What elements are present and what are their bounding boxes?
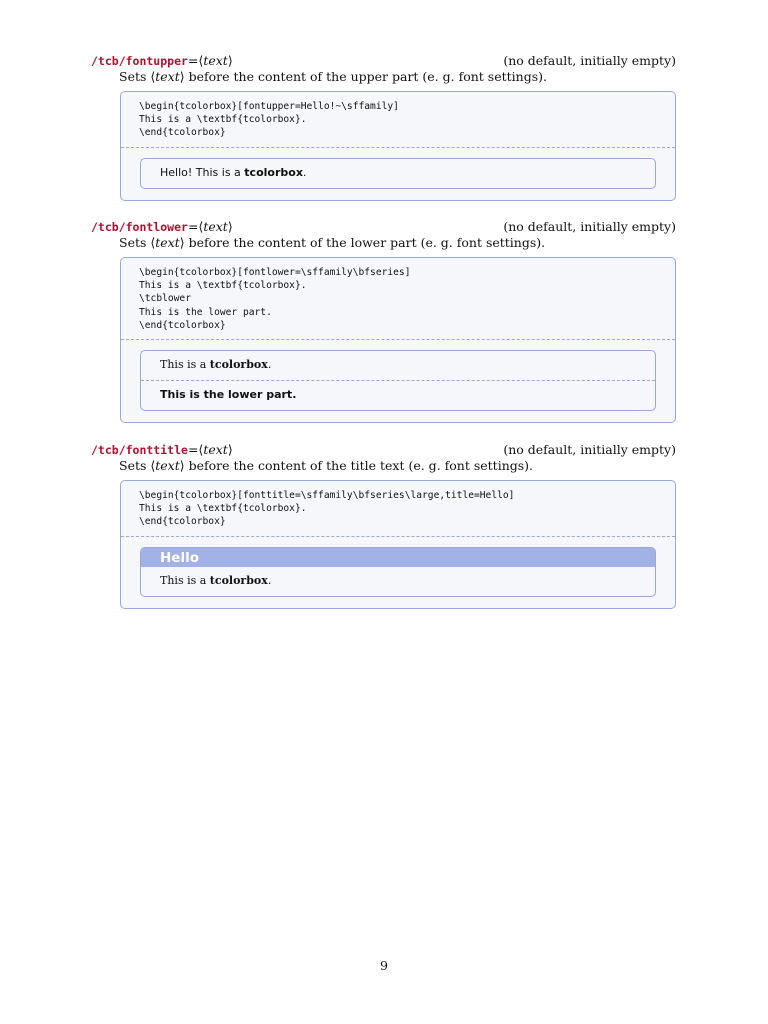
demo-tcolorbox bbox=[140, 547, 656, 597]
key-description: Sets ⟨text⟩ before the content of the upper part (e. g. font settings). bbox=[119, 69, 547, 84]
example-code: \begin{tcolorbox}[fontlower=\sffamily\bfseries] This is a \textbf{tcolorbox}. \tcblower This is the lower part. \end{tcolorbox} bbox=[121, 258, 675, 340]
example-result bbox=[121, 537, 675, 608]
page-number: 9 bbox=[380, 958, 388, 973]
key-name: /tcb/fontupper bbox=[91, 54, 188, 68]
entry-fontupper bbox=[91, 53, 676, 201]
entry-fontlower bbox=[91, 219, 676, 423]
key-description: Sets ⟨text⟩ before the content of the title text (e. g. font settings). bbox=[119, 458, 534, 473]
key-argument: text bbox=[203, 219, 228, 234]
key-default: (no default, initially empty) bbox=[503, 53, 676, 68]
key-line: /tcb/fontlower=⟨text⟩ (no default, initially empty) bbox=[91, 219, 676, 234]
key-argument: text bbox=[203, 53, 228, 68]
key-name: /tcb/fontlower bbox=[91, 220, 188, 234]
key-equals: = bbox=[187, 53, 199, 68]
entry-fonttitle bbox=[91, 442, 676, 609]
demo-title-bar: Hello bbox=[141, 548, 655, 567]
key-equals: = bbox=[187, 442, 199, 457]
example-result bbox=[121, 148, 675, 200]
example-box bbox=[120, 91, 676, 201]
example-box bbox=[120, 257, 676, 423]
example-code: \begin{tcolorbox}[fontupper=Hello!~\sffamily] This is a \textbf{tcolorbox}. \end{tcolorbox} bbox=[121, 92, 675, 148]
key-default: (no default, initially empty) bbox=[503, 219, 676, 234]
demo-upper-part: This is a tcolorbox. bbox=[160, 573, 272, 587]
key-name: /tcb/fonttitle bbox=[91, 443, 188, 457]
example-code: \begin{tcolorbox}[fonttitle=\sffamily\bfseries\large,title=Hello] This is a \textbf{tcolorbox}. \end{tcolorbox} bbox=[121, 481, 675, 537]
key-default: (no default, initially empty) bbox=[503, 442, 676, 457]
demo-lower-part: This is the lower part. bbox=[141, 380, 655, 410]
key-equals: = bbox=[187, 219, 199, 234]
demo-upper-part: This is a tcolorbox. bbox=[160, 358, 272, 372]
key-line: /tcb/fonttitle=⟨text⟩ (no default, initially empty) bbox=[91, 442, 676, 457]
key-line: /tcb/fontupper=⟨text⟩ (no default, initially empty) bbox=[91, 53, 676, 68]
key-description: Sets ⟨text⟩ before the content of the lower part (e. g. font settings). bbox=[119, 235, 546, 250]
key-argument: text bbox=[203, 442, 228, 457]
demo-upper-part: Hello! This is a tcolorbox. bbox=[160, 165, 307, 179]
example-result bbox=[121, 340, 675, 422]
demo-tcolorbox bbox=[140, 158, 656, 189]
example-box bbox=[120, 480, 676, 609]
demo-tcolorbox bbox=[140, 350, 656, 411]
